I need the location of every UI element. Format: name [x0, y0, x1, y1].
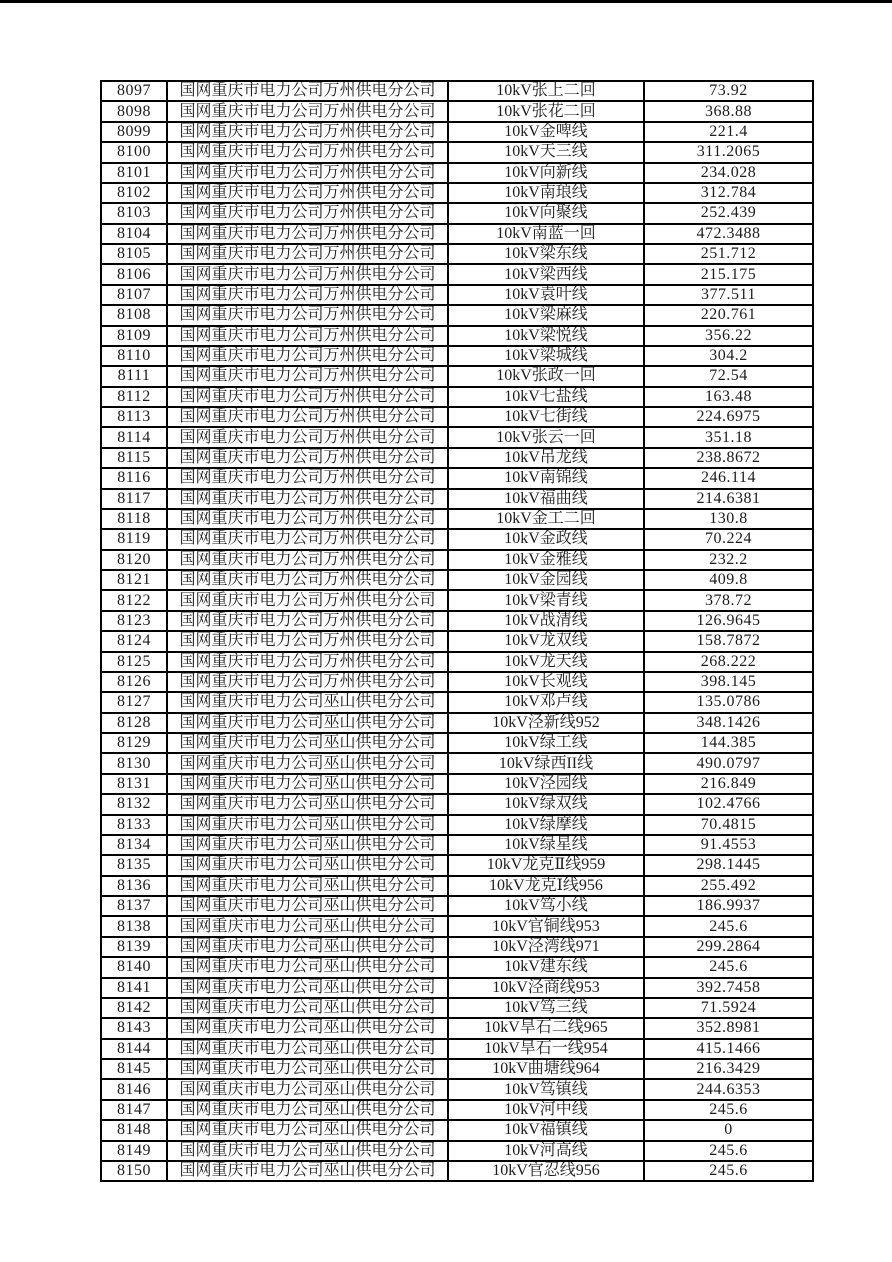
row-id-cell: 8134	[101, 835, 167, 855]
row-id-cell: 8136	[101, 876, 167, 896]
company-cell: 国网重庆市电力公司万州供电分公司	[167, 550, 448, 570]
line-name-cell: 10kV张上二回	[448, 81, 644, 101]
table-row	[101, 713, 813, 733]
row-id-cell: 8112	[101, 387, 167, 407]
row-id-cell: 8126	[101, 672, 167, 692]
table-row	[101, 346, 813, 366]
line-name-cell: 10kV龙克Ⅰ线956	[448, 876, 644, 896]
company-cell: 国网重庆市电力公司万州供电分公司	[167, 672, 448, 692]
company-cell: 国网重庆市电力公司万州供电分公司	[167, 529, 448, 549]
company-cell: 国网重庆市电力公司万州供电分公司	[167, 427, 448, 447]
table-row	[101, 326, 813, 346]
length-value-cell: 102.4766	[644, 794, 813, 814]
line-name-cell: 10kV向新线	[448, 163, 644, 183]
length-value-cell: 352.8981	[644, 1018, 813, 1038]
company-cell: 国网重庆市电力公司巫山供电分公司	[167, 876, 448, 896]
company-cell: 国网重庆市电力公司万州供电分公司	[167, 346, 448, 366]
line-name-cell: 10kV金工二回	[448, 509, 644, 529]
line-name-cell: 10kV梁悦线	[448, 326, 644, 346]
row-id-cell: 8138	[101, 916, 167, 936]
length-value-cell: 255.492	[644, 876, 813, 896]
line-name-cell: 10kV袁叶线	[448, 285, 644, 305]
table-row	[101, 733, 813, 753]
company-cell: 国网重庆市电力公司巫山供电分公司	[167, 1161, 448, 1181]
row-id-cell: 8099	[101, 122, 167, 142]
row-id-cell: 8122	[101, 590, 167, 610]
table-row	[101, 1039, 813, 1059]
row-id-cell: 8109	[101, 326, 167, 346]
row-id-cell: 8098	[101, 101, 167, 121]
line-name-cell: 10kV张花二回	[448, 101, 644, 121]
length-value-cell: 0	[644, 1120, 813, 1140]
table-row	[101, 224, 813, 244]
length-value-cell: 220.761	[644, 305, 813, 325]
line-name-cell: 10kV泾商线953	[448, 978, 644, 998]
table-row	[101, 652, 813, 672]
row-id-cell: 8121	[101, 570, 167, 590]
row-id-cell: 8132	[101, 794, 167, 814]
company-cell: 国网重庆市电力公司巫山供电分公司	[167, 998, 448, 1018]
company-cell: 国网重庆市电力公司万州供电分公司	[167, 183, 448, 203]
table-row	[101, 468, 813, 488]
company-cell: 国网重庆市电力公司万州供电分公司	[167, 305, 448, 325]
table-row	[101, 774, 813, 794]
line-name-cell: 10kV笃镇线	[448, 1079, 644, 1099]
table-row	[101, 855, 813, 875]
company-cell: 国网重庆市电力公司巫山供电分公司	[167, 978, 448, 998]
length-value-cell: 70.4815	[644, 815, 813, 835]
line-name-cell: 10kV南蓝一回	[448, 224, 644, 244]
company-cell: 国网重庆市电力公司万州供电分公司	[167, 203, 448, 223]
company-cell: 国网重庆市电力公司巫山供电分公司	[167, 957, 448, 977]
row-id-cell: 8100	[101, 142, 167, 162]
length-value-cell: 245.6	[644, 1161, 813, 1181]
length-value-cell: 238.8672	[644, 448, 813, 468]
row-id-cell: 8131	[101, 774, 167, 794]
line-name-cell: 10kV官忍线956	[448, 1161, 644, 1181]
length-value-cell: 368.88	[644, 101, 813, 121]
table-row	[101, 835, 813, 855]
company-cell: 国网重庆市电力公司巫山供电分公司	[167, 774, 448, 794]
line-name-cell: 10kV梁麻线	[448, 305, 644, 325]
line-name-cell: 10kV张云一回	[448, 427, 644, 447]
table-row	[101, 529, 813, 549]
company-cell: 国网重庆市电力公司巫山供电分公司	[167, 733, 448, 753]
company-cell: 国网重庆市电力公司万州供电分公司	[167, 387, 448, 407]
line-name-cell: 10kV长观线	[448, 672, 644, 692]
line-name-cell: 10kV七盐线	[448, 387, 644, 407]
length-value-cell: 245.6	[644, 1141, 813, 1161]
company-cell: 国网重庆市电力公司巫山供电分公司	[167, 937, 448, 957]
row-id-cell: 8144	[101, 1039, 167, 1059]
company-cell: 国网重庆市电力公司巫山供电分公司	[167, 753, 448, 773]
company-cell: 国网重庆市电力公司万州供电分公司	[167, 590, 448, 610]
row-id-cell: 8125	[101, 652, 167, 672]
company-cell: 国网重庆市电力公司巫山供电分公司	[167, 713, 448, 733]
table-row	[101, 978, 813, 998]
line-name-cell: 10kV南琅线	[448, 183, 644, 203]
table-row	[101, 937, 813, 957]
table-row	[101, 1059, 813, 1079]
company-cell: 国网重庆市电力公司万州供电分公司	[167, 264, 448, 284]
row-id-cell: 8106	[101, 264, 167, 284]
line-name-cell: 10kV向聚线	[448, 203, 644, 223]
length-value-cell: 311.2065	[644, 142, 813, 162]
table-row	[101, 489, 813, 509]
table-row	[101, 1100, 813, 1120]
company-cell: 国网重庆市电力公司万州供电分公司	[167, 122, 448, 142]
row-id-cell: 8129	[101, 733, 167, 753]
company-cell: 国网重庆市电力公司巫山供电分公司	[167, 1141, 448, 1161]
table-row	[101, 692, 813, 712]
line-name-cell: 10kV旱石一线954	[448, 1039, 644, 1059]
row-id-cell: 8140	[101, 957, 167, 977]
table-row	[101, 142, 813, 162]
company-cell: 国网重庆市电力公司万州供电分公司	[167, 611, 448, 631]
company-cell: 国网重庆市电力公司巫山供电分公司	[167, 1079, 448, 1099]
table-row	[101, 366, 813, 386]
table-row	[101, 794, 813, 814]
row-id-cell: 8123	[101, 611, 167, 631]
table-row	[101, 590, 813, 610]
line-name-cell: 10kV金雅线	[448, 550, 644, 570]
table-row	[101, 407, 813, 427]
length-value-cell: 304.2	[644, 346, 813, 366]
table-row	[101, 957, 813, 977]
length-value-cell: 298.1445	[644, 855, 813, 875]
row-id-cell: 8143	[101, 1018, 167, 1038]
table-row	[101, 550, 813, 570]
table-row	[101, 998, 813, 1018]
company-cell: 国网重庆市电力公司万州供电分公司	[167, 101, 448, 121]
row-id-cell: 8146	[101, 1079, 167, 1099]
length-value-cell: 126.9645	[644, 611, 813, 631]
length-value-cell: 216.3429	[644, 1059, 813, 1079]
length-value-cell: 224.6975	[644, 407, 813, 427]
row-id-cell: 8113	[101, 407, 167, 427]
company-cell: 国网重庆市电力公司巫山供电分公司	[167, 1120, 448, 1140]
company-cell: 国网重庆市电力公司万州供电分公司	[167, 407, 448, 427]
length-value-cell: 73.92	[644, 81, 813, 101]
company-cell: 国网重庆市电力公司万州供电分公司	[167, 285, 448, 305]
company-cell: 国网重庆市电力公司万州供电分公司	[167, 81, 448, 101]
table-row	[101, 753, 813, 773]
table-row	[101, 305, 813, 325]
table-row	[101, 672, 813, 692]
length-value-cell: 251.712	[644, 244, 813, 264]
row-id-cell: 8149	[101, 1141, 167, 1161]
company-cell: 国网重庆市电力公司万州供电分公司	[167, 224, 448, 244]
line-name-cell: 10kV河高线	[448, 1141, 644, 1161]
company-cell: 国网重庆市电力公司巫山供电分公司	[167, 1100, 448, 1120]
table-row	[101, 1018, 813, 1038]
length-value-cell: 158.7872	[644, 631, 813, 651]
row-id-cell: 8103	[101, 203, 167, 223]
line-name-cell: 10kV官铜线953	[448, 916, 644, 936]
line-name-cell: 10kV天三线	[448, 142, 644, 162]
line-name-cell: 10kV金啤线	[448, 122, 644, 142]
line-name-cell: 10kV梁城线	[448, 346, 644, 366]
row-id-cell: 8142	[101, 998, 167, 1018]
company-cell: 国网重庆市电力公司万州供电分公司	[167, 326, 448, 346]
row-id-cell: 8147	[101, 1100, 167, 1120]
table-row	[101, 285, 813, 305]
row-id-cell: 8141	[101, 978, 167, 998]
line-name-cell: 10kV梁东线	[448, 244, 644, 264]
row-id-cell: 8105	[101, 244, 167, 264]
line-name-cell: 10kV旱石二线965	[448, 1018, 644, 1038]
row-id-cell: 8128	[101, 713, 167, 733]
table-row	[101, 203, 813, 223]
length-value-cell: 299.2864	[644, 937, 813, 957]
company-cell: 国网重庆市电力公司巫山供电分公司	[167, 692, 448, 712]
company-cell: 国网重庆市电力公司万州供电分公司	[167, 631, 448, 651]
row-id-cell: 8115	[101, 448, 167, 468]
length-value-cell: 409.8	[644, 570, 813, 590]
table-row	[101, 448, 813, 468]
company-cell: 国网重庆市电力公司万州供电分公司	[167, 163, 448, 183]
length-value-cell: 130.8	[644, 509, 813, 529]
line-name-cell: 10kV福曲线	[448, 489, 644, 509]
line-name-cell: 10kV河中线	[448, 1100, 644, 1120]
table-row	[101, 611, 813, 631]
table-row	[101, 244, 813, 264]
length-value-cell: 246.114	[644, 468, 813, 488]
line-name-cell: 10kV龙天线	[448, 652, 644, 672]
company-cell: 国网重庆市电力公司巫山供电分公司	[167, 916, 448, 936]
length-value-cell: 216.849	[644, 774, 813, 794]
row-id-cell: 8120	[101, 550, 167, 570]
length-value-cell: 232.2	[644, 550, 813, 570]
length-value-cell: 70.224	[644, 529, 813, 549]
length-value-cell: 234.028	[644, 163, 813, 183]
line-name-cell: 10kV建东线	[448, 957, 644, 977]
row-id-cell: 8108	[101, 305, 167, 325]
row-id-cell: 8127	[101, 692, 167, 712]
scan-top-edge-bar	[0, 0, 892, 3]
row-id-cell: 8102	[101, 183, 167, 203]
row-id-cell: 8133	[101, 815, 167, 835]
company-cell: 国网重庆市电力公司万州供电分公司	[167, 468, 448, 488]
table-row	[101, 101, 813, 121]
line-name-cell: 10kV张政一回	[448, 366, 644, 386]
company-cell: 国网重庆市电力公司巫山供电分公司	[167, 1039, 448, 1059]
company-cell: 国网重庆市电力公司巫山供电分公司	[167, 855, 448, 875]
row-id-cell: 8097	[101, 81, 167, 101]
row-id-cell: 8119	[101, 529, 167, 549]
table-row	[101, 1161, 813, 1181]
line-name-cell: 10kV梁西线	[448, 264, 644, 284]
row-id-cell: 8118	[101, 509, 167, 529]
line-name-cell: 10kV福镇线	[448, 1120, 644, 1140]
table-row	[101, 427, 813, 447]
line-name-cell: 10kV绿双线	[448, 794, 644, 814]
line-name-cell: 10kV泾湾线971	[448, 937, 644, 957]
line-name-cell: 10kV龙克Ⅱ线959	[448, 855, 644, 875]
table-row	[101, 1120, 813, 1140]
line-name-cell: 10kV龙双线	[448, 631, 644, 651]
length-value-cell: 135.0786	[644, 692, 813, 712]
line-name-cell: 10kV绿西II线	[448, 753, 644, 773]
length-value-cell: 415.1466	[644, 1039, 813, 1059]
company-cell: 国网重庆市电力公司万州供电分公司	[167, 448, 448, 468]
line-name-cell: 10kV笃小线	[448, 896, 644, 916]
table-row	[101, 1079, 813, 1099]
table-row	[101, 183, 813, 203]
length-value-cell: 244.6353	[644, 1079, 813, 1099]
length-value-cell: 215.175	[644, 264, 813, 284]
table-row	[101, 163, 813, 183]
line-name-cell: 10kV泾园线	[448, 774, 644, 794]
row-id-cell: 8111	[101, 366, 167, 386]
length-value-cell: 144.385	[644, 733, 813, 753]
line-name-cell: 10kV绿摩线	[448, 815, 644, 835]
table-row	[101, 896, 813, 916]
line-name-cell: 10kV绿工线	[448, 733, 644, 753]
line-name-cell: 10kV泾新线952	[448, 713, 644, 733]
power-line-table	[100, 80, 814, 1182]
table-row	[101, 122, 813, 142]
length-value-cell: 351.18	[644, 427, 813, 447]
table-row	[101, 81, 813, 101]
length-value-cell: 392.7458	[644, 978, 813, 998]
row-id-cell: 8137	[101, 896, 167, 916]
length-value-cell: 245.6	[644, 957, 813, 977]
row-id-cell: 8148	[101, 1120, 167, 1140]
company-cell: 国网重庆市电力公司巫山供电分公司	[167, 835, 448, 855]
line-name-cell: 10kV金园线	[448, 570, 644, 590]
table-row	[101, 570, 813, 590]
length-value-cell: 377.511	[644, 285, 813, 305]
length-value-cell: 72.54	[644, 366, 813, 386]
row-id-cell: 8124	[101, 631, 167, 651]
length-value-cell: 356.22	[644, 326, 813, 346]
row-id-cell: 8130	[101, 753, 167, 773]
table-row	[101, 264, 813, 284]
line-name-cell: 10kV绿星线	[448, 835, 644, 855]
company-cell: 国网重庆市电力公司万州供电分公司	[167, 489, 448, 509]
table-row	[101, 815, 813, 835]
company-cell: 国网重庆市电力公司巫山供电分公司	[167, 1059, 448, 1079]
length-value-cell: 186.9937	[644, 896, 813, 916]
company-cell: 国网重庆市电力公司巫山供电分公司	[167, 794, 448, 814]
table-row	[101, 916, 813, 936]
length-value-cell: 91.4553	[644, 835, 813, 855]
company-cell: 国网重庆市电力公司巫山供电分公司	[167, 815, 448, 835]
length-value-cell: 245.6	[644, 1100, 813, 1120]
length-value-cell: 398.145	[644, 672, 813, 692]
length-value-cell: 71.5924	[644, 998, 813, 1018]
row-id-cell: 8104	[101, 224, 167, 244]
line-name-cell: 10kV笃三线	[448, 998, 644, 1018]
length-value-cell: 268.222	[644, 652, 813, 672]
company-cell: 国网重庆市电力公司巫山供电分公司	[167, 1018, 448, 1038]
line-name-cell: 10kV南锦线	[448, 468, 644, 488]
table-row	[101, 387, 813, 407]
length-value-cell: 214.6381	[644, 489, 813, 509]
row-id-cell: 8116	[101, 468, 167, 488]
row-id-cell: 8139	[101, 937, 167, 957]
row-id-cell: 8150	[101, 1161, 167, 1181]
table-row	[101, 1141, 813, 1161]
row-id-cell: 8107	[101, 285, 167, 305]
line-name-cell: 10kV梁青线	[448, 590, 644, 610]
company-cell: 国网重庆市电力公司万州供电分公司	[167, 244, 448, 264]
company-cell: 国网重庆市电力公司巫山供电分公司	[167, 896, 448, 916]
length-value-cell: 472.3488	[644, 224, 813, 244]
row-id-cell: 8114	[101, 427, 167, 447]
table-row	[101, 876, 813, 896]
length-value-cell: 221.4	[644, 122, 813, 142]
company-cell: 国网重庆市电力公司万州供电分公司	[167, 570, 448, 590]
row-id-cell: 8101	[101, 163, 167, 183]
table-row	[101, 631, 813, 651]
company-cell: 国网重庆市电力公司万州供电分公司	[167, 366, 448, 386]
row-id-cell: 8117	[101, 489, 167, 509]
row-id-cell: 8135	[101, 855, 167, 875]
power-line-table-body	[101, 81, 813, 1181]
table-row	[101, 509, 813, 529]
line-name-cell: 10kV邓卢线	[448, 692, 644, 712]
company-cell: 国网重庆市电力公司万州供电分公司	[167, 142, 448, 162]
row-id-cell: 8110	[101, 346, 167, 366]
length-value-cell: 378.72	[644, 590, 813, 610]
row-id-cell: 8145	[101, 1059, 167, 1079]
line-name-cell: 10kV吊龙线	[448, 448, 644, 468]
length-value-cell: 163.48	[644, 387, 813, 407]
line-name-cell: 10kV金政线	[448, 529, 644, 549]
length-value-cell: 348.1426	[644, 713, 813, 733]
company-cell: 国网重庆市电力公司万州供电分公司	[167, 509, 448, 529]
line-name-cell: 10kV七街线	[448, 407, 644, 427]
length-value-cell: 245.6	[644, 916, 813, 936]
line-name-cell: 10kV战清线	[448, 611, 644, 631]
line-name-cell: 10kV曲塘线964	[448, 1059, 644, 1079]
length-value-cell: 312.784	[644, 183, 813, 203]
company-cell: 国网重庆市电力公司万州供电分公司	[167, 652, 448, 672]
length-value-cell: 490.0797	[644, 753, 813, 773]
length-value-cell: 252.439	[644, 203, 813, 223]
